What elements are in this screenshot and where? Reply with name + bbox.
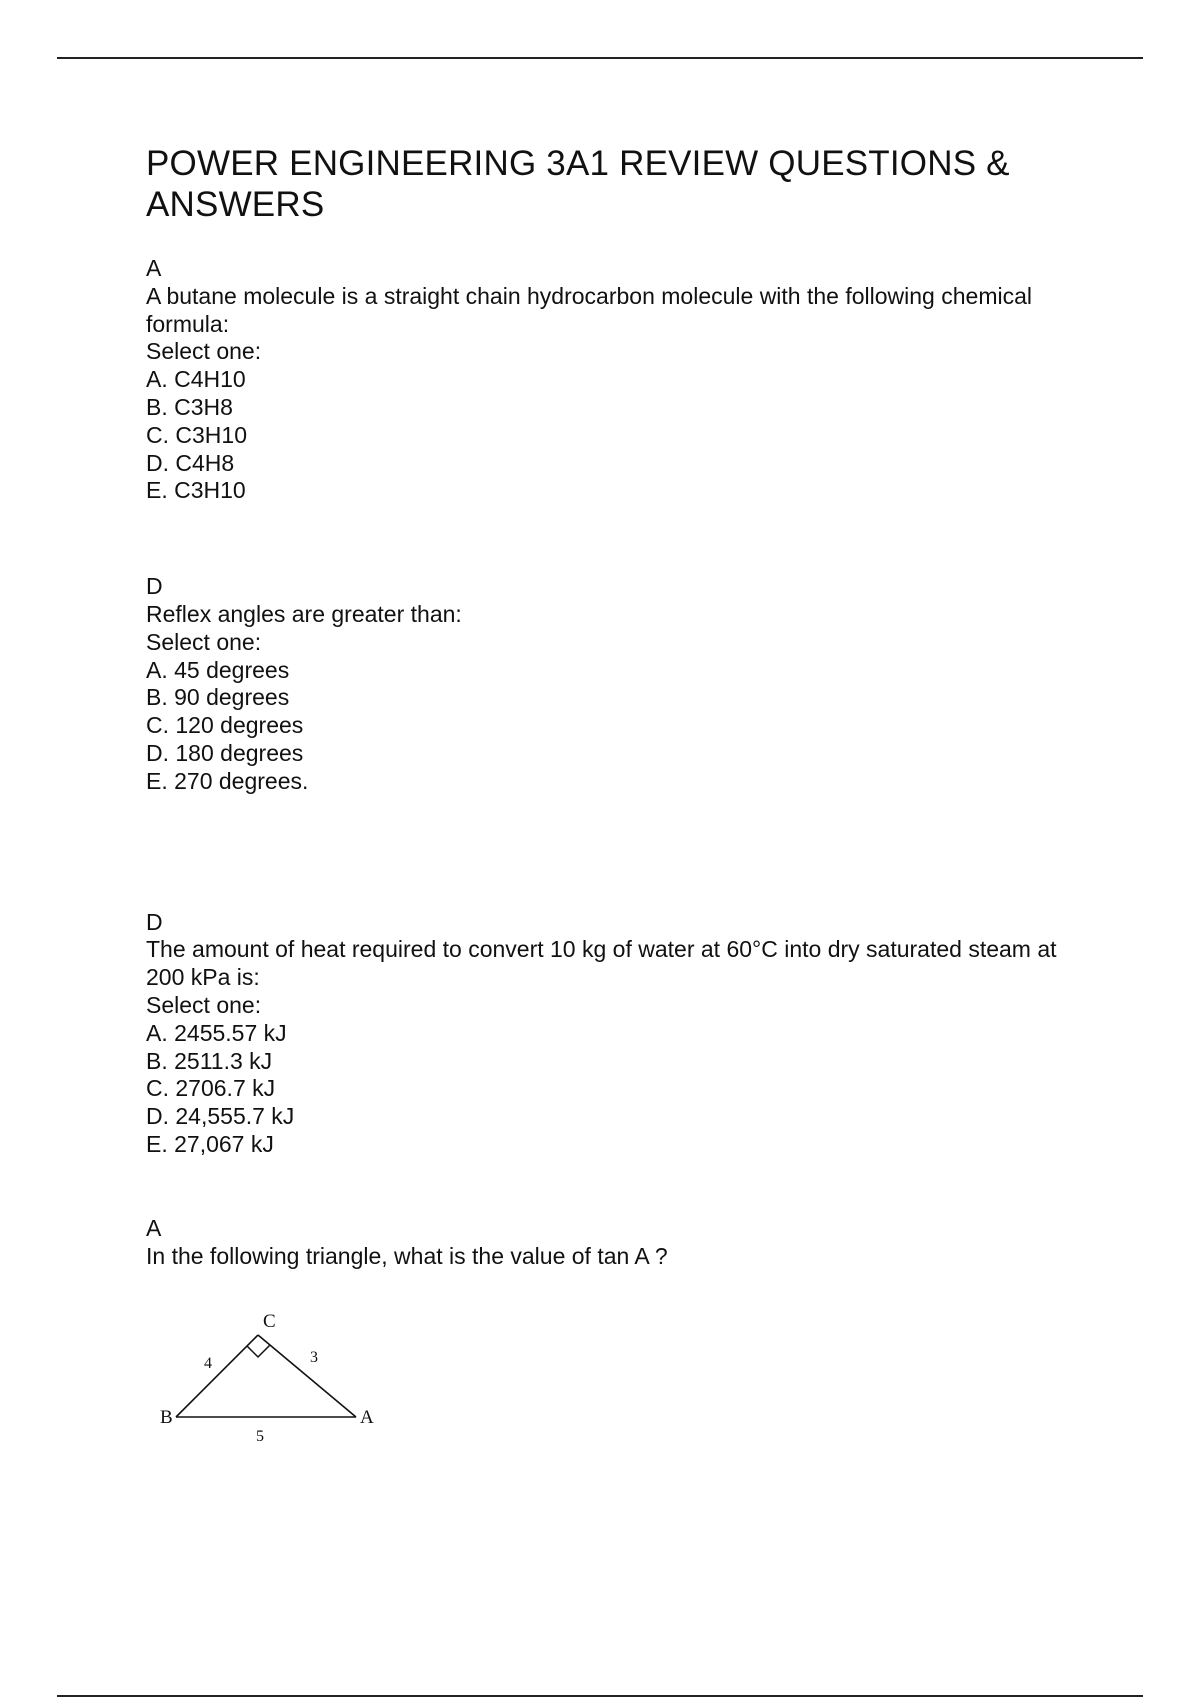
option-e: E. 270 degrees.: [146, 767, 309, 794]
option-e: E. 27,067 kJ: [146, 1130, 274, 1157]
question-block: [146, 573, 1096, 795]
option-list: [146, 1020, 1096, 1159]
option-d: D. 24,555.7 kJ: [146, 1103, 295, 1130]
option-b: B. 90 degrees: [146, 684, 290, 711]
option-a: A. 45 degrees: [146, 656, 290, 683]
question-text: A butane molecule is a straight chain hydrocarbon molecule with the following chemical formula:: [146, 282, 1032, 337]
vertex-c-label: C: [263, 1311, 276, 1333]
triangle-diagram: [146, 1300, 386, 1450]
right-angle-marker: [247, 1345, 270, 1357]
option-b: B. C3H8: [146, 393, 233, 420]
option-list: [146, 657, 1096, 796]
option-c: C. 120 degrees: [146, 712, 304, 739]
answer-key: A: [146, 255, 162, 281]
document-body: [146, 143, 1096, 1450]
question-block: [146, 909, 1096, 1159]
vertex-b-label: B: [160, 1407, 173, 1429]
select-label: Select one:: [146, 628, 262, 655]
question-block: [146, 255, 1096, 505]
side-ca-line: [258, 1335, 356, 1417]
question-text: In the following triangle, what is the value of tan A ?: [146, 1242, 668, 1269]
option-c: C. 2706.7 kJ: [146, 1075, 276, 1102]
answer-key: D: [146, 573, 163, 600]
bottom-rule: [57, 1695, 1143, 1697]
side-ca-length: 3: [310, 1349, 318, 1367]
option-c: C. C3H10: [146, 421, 247, 448]
question-text: Reflex angles are greater than:: [146, 600, 462, 627]
option-a: A. C4H10: [146, 366, 246, 393]
top-rule: [57, 57, 1143, 59]
triangle-figure: [146, 1300, 1096, 1450]
option-list: [146, 366, 1096, 505]
side-bc-line: [176, 1335, 258, 1417]
document-title: POWER ENGINEERING 3A1 REVIEW QUESTIONS & ANSWERS: [146, 144, 1010, 224]
option-b: B. 2511.3 kJ: [146, 1047, 273, 1074]
side-ba-length: 5: [256, 1428, 264, 1446]
vertex-a-label: A: [360, 1407, 374, 1429]
answer-key: D: [146, 908, 163, 935]
question-block: [146, 1215, 1096, 1271]
option-d: D. C4H8: [146, 449, 235, 476]
option-e: E. C3H10: [146, 477, 246, 504]
question-text: The amount of heat required to convert 10 kg of water at 60°C into dry saturated steam at 200 kPa is:: [146, 936, 1057, 991]
option-d: D. 180 degrees: [146, 739, 304, 766]
select-label: Select one:: [146, 338, 262, 365]
side-bc-length: 4: [204, 1355, 212, 1373]
option-a: A. 2455.57 kJ: [146, 1019, 287, 1046]
answer-key: A: [146, 1214, 162, 1241]
select-label: Select one:: [146, 991, 262, 1018]
